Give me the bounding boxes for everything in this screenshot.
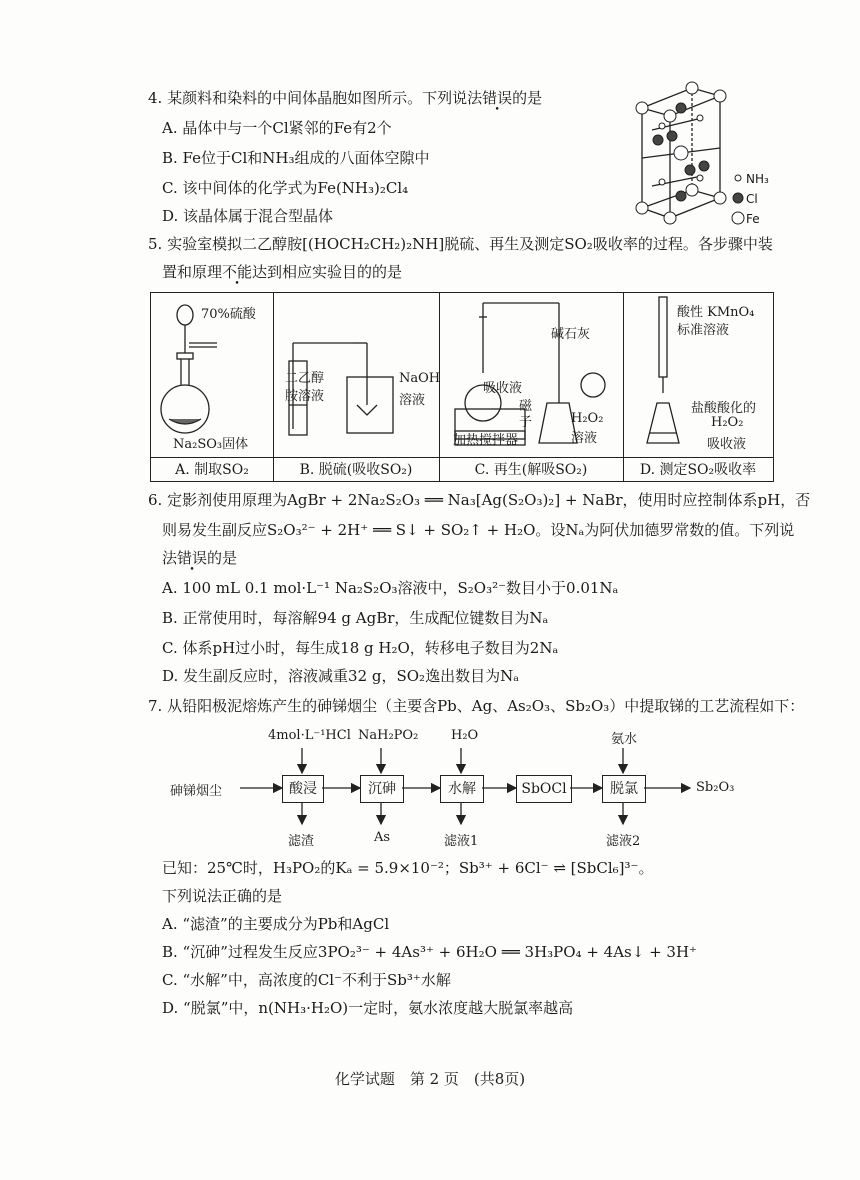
q6-line3-emph: 错误 (177, 549, 208, 567)
q4-stem-end: 的是 (512, 89, 543, 107)
q5-line2-pre: 置和原理 (162, 263, 223, 281)
legend-nh3: NH₃ (746, 172, 769, 186)
q7-option-a: A. “滤渣”的主要成分为Pb和AgCl (162, 915, 390, 933)
process-flowchart (170, 726, 770, 856)
q7-option-b: B. “沉砷”过程发生反应3PO₂³⁻ + 4As³⁺ + 6H₂O ══ 3H₃PO₄ + 4As↓ + 3H⁺ (162, 943, 697, 961)
q5-line2-emph: 不能 (222, 263, 253, 281)
apparatus-c (439, 293, 624, 457)
label-stirrer: 加热搅拌器 (453, 433, 519, 448)
q7-option-c: C. “水解”中，高浓度的Cl⁻不利于Sb³⁺水解 (162, 971, 451, 989)
flow-input-ammonia: 氨水 (611, 732, 638, 747)
label-hcl-acidified: 盐酸酸化的 (691, 401, 757, 416)
flow-output-residue: 滤渣 (288, 834, 315, 849)
label-absorbent: 吸收液 (483, 381, 523, 396)
q6-option-d: D. 发生副反应时，溶液减重32 g，SO₂逸出数目为Nₐ (162, 667, 519, 685)
flow-output-filtrate1: 滤液1 (444, 834, 479, 849)
label-naoh-sol: 溶液 (399, 393, 426, 408)
page-footer: 化学试题 第 2 页 (共8页) (334, 1070, 526, 1088)
label-standard: 标准溶液 (677, 323, 730, 338)
q4-option-c: C. 该中间体的化学式为Fe(NH₃)₂Cl₄ (162, 179, 409, 197)
q6-line1: 6. 定影剂使用原理为AgBr + 2Na₂S₂O₃ ══ Na₃[Ag(S₂O₃)₂] + NaBr，使用时应控制体系pH，否 (148, 491, 811, 509)
q4-option-b: B. Fe位于Cl和NH₃组成的八面体空隙中 (162, 149, 430, 167)
flow-output-as: As (374, 830, 391, 845)
q6-line2: 则易发生副反应S₂O₃²⁻ + 2H⁺ ══ S↓ + SO₂↑ + H₂O。设Nₐ为阿伏加德罗常数的值。下列说 (162, 521, 795, 539)
apparatus-a (151, 293, 274, 457)
q7-option-d: D. “脱氯”中，n(NH₃·H₂O)一定时，氨水浓度越大脱氯率越高 (162, 999, 574, 1017)
flow-input-h2o: H₂O (451, 728, 479, 743)
q6-line3-end: 的是 (207, 549, 238, 567)
q5-line2-end: 达到相应实验目的的是 (252, 263, 403, 281)
caption-d: D. 测定SO₂吸收率 (623, 457, 773, 482)
caption-c: C. 再生(解吸SO₂) (439, 457, 624, 482)
label-d-h2o2: H₂O₂ (711, 415, 744, 430)
q7-stem: 7. 从铅阳极泥熔炼产生的砷锑烟尘（主要含Pb、Ag、As₂O₃、Sb₂O₃）中提取锑的工艺流程如下： (148, 697, 805, 715)
flow-end: Sb₂O₃ (696, 780, 735, 795)
label-d-absorbent: 吸收液 (707, 437, 747, 452)
flow-output-filtrate2: 滤液2 (606, 834, 641, 849)
flow-step-arsenic: 沉砷 (360, 775, 404, 803)
flow-step-sbocl: SbOCl (516, 775, 572, 803)
label-h2o2: H₂O₂ (571, 411, 604, 426)
legend-fe: Fe (746, 212, 760, 226)
q5-stem-line1: 5. 实验室模拟二乙醇胺[(HOCH₂CH₂)₂NH]脱硫、再生及测定SO₂吸收率的过程。各步骤中装 (148, 235, 773, 253)
q6-option-b: B. 正常使用时，每溶解94 g AgBr，生成配位键数目为Nₐ (162, 609, 549, 627)
label-sulfuric-acid: 70%硫酸 (201, 307, 256, 322)
label-dea-1: 二乙醇 (285, 371, 325, 386)
label-dea-2: 胺溶液 (285, 389, 325, 404)
label-kmno4: 酸性 KMnO₄ (677, 305, 755, 320)
q4-stem-text: 4. 某颜料和染料的中间体晶胞如图所示。下列说法 (148, 89, 483, 107)
flow-input-nah2po2: NaH₂PO₂ (358, 728, 419, 743)
q5-stem-line2 (162, 262, 402, 282)
caption-a: A. 制取SO₂ (151, 457, 274, 482)
q7-known: 已知：25℃时，H₃PO₂的Kₐ = 5.9×10⁻²；Sb³⁺ + 6Cl⁻ ⇌ [SbCl₆]³⁻。 (162, 859, 654, 877)
q4-option-d: D. 该晶体属于混合型晶体 (162, 207, 334, 225)
label-na2so3: Na₂SO₃固体 (173, 437, 249, 452)
flow-step-hydrolysis: 水解 (440, 775, 484, 803)
q6-option-a: A. 100 mL 0.1 mol·L⁻¹ Na₂S₂O₃溶液中，S₂O₃²⁻数目小于0.01Nₐ (162, 579, 619, 597)
q7-prompt: 下列说法正确的是 (162, 887, 283, 905)
apparatus-d (623, 293, 774, 457)
label-magnet-2: 子 (519, 415, 533, 430)
crystal-cell-figure (632, 78, 782, 228)
q6-line3-pre: 法 (162, 549, 178, 567)
q4-stem (148, 88, 542, 108)
label-naoh: NaOH (399, 371, 441, 386)
q4-option-a: A. 晶体中与一个Cl紧邻的Fe有2个 (162, 119, 392, 137)
flow-start: 砷锑烟尘 (170, 784, 223, 799)
flow-input-hcl: 4mol·L⁻¹HCl (268, 728, 351, 743)
label-magnet-1: 磁 (519, 399, 533, 414)
caption-b: B. 脱硫(吸收SO₂) (273, 457, 440, 482)
q4-stem-emph: 错误 (482, 89, 513, 107)
apparatus-table (150, 292, 774, 482)
flow-step-acid-leach: 酸浸 (282, 775, 324, 803)
q6-line3 (162, 548, 237, 568)
q6-option-c: C. 体系pH过小时，每生成18 g H₂O，转移电子数目为2Nₐ (162, 639, 559, 657)
label-h2o2-sol: 溶液 (571, 431, 598, 446)
flow-step-dechlorination: 脱氯 (602, 775, 646, 803)
apparatus-b (273, 293, 440, 457)
legend-cl: Cl (746, 192, 758, 206)
label-soda-lime: 碱石灰 (551, 327, 591, 342)
